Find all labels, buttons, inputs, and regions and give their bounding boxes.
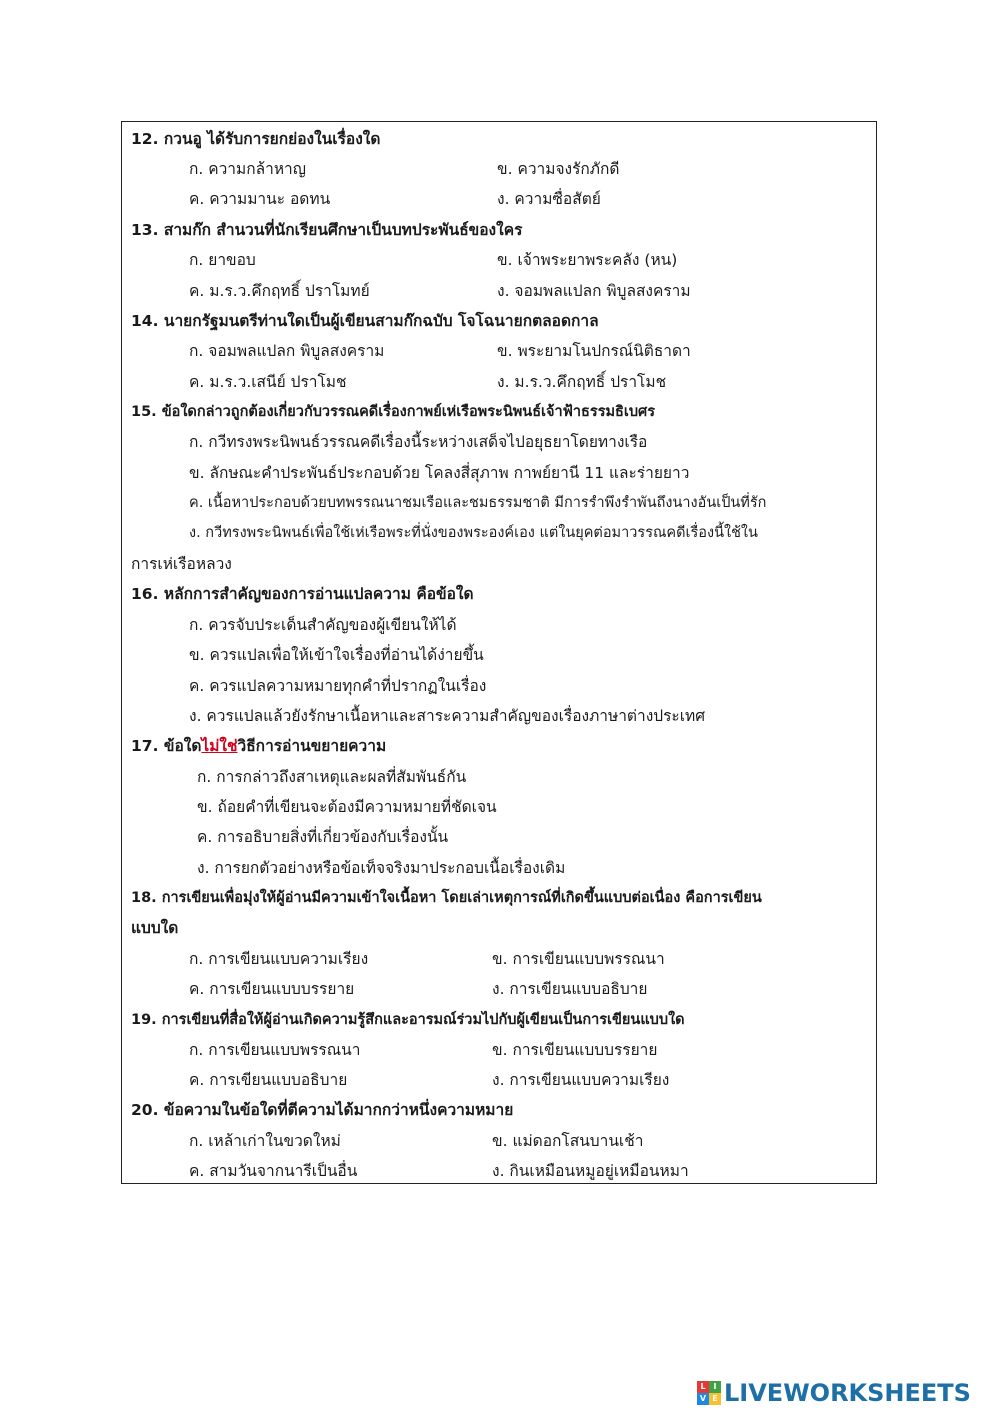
question-20-choice-b[interactable]: ข. แม่ดอกโสนบานเช้า bbox=[492, 1132, 644, 1150]
logo-letter-e: E bbox=[709, 1393, 721, 1405]
question-19-title: 19. การเขียนที่สื่อให้ผู้อ่านเกิดความรู้สึกและอารมณ์ร่วมไปกับผู้เขียนเป็นการเขียนแบบใด bbox=[131, 1012, 685, 1028]
question-15-choice-c[interactable]: ค. เนื้อหาประกอบด้วยบทพรรณนาชมเรือและชมธรรมชาติ มีการรำพึงรำพันถึงนางอันเป็นที่รัก bbox=[189, 495, 767, 511]
question-12-choice-b[interactable]: ข. ความจงรักภักดี bbox=[497, 160, 620, 178]
question-20-choice-a[interactable]: ก. เหล้าเก่าในขวดใหม่ bbox=[189, 1132, 341, 1150]
logo-letter-l: L bbox=[697, 1381, 709, 1393]
logo-letter-i: I bbox=[709, 1381, 721, 1393]
liveworksheets-logo-text: LIVEWORKSHEETS bbox=[724, 1379, 971, 1407]
question-15-choice-a[interactable]: ก. กวีทรงพระนิพนธ์วรรณคดีเรื่องนี้ระหว่างเสด็จไปอยุธยาโดยทางเรือ bbox=[189, 433, 648, 451]
question-18-choice-a[interactable]: ก. การเขียนแบบความเรียง bbox=[189, 950, 369, 968]
question-18-title-continuation: แบบใด bbox=[131, 919, 179, 937]
question-13-choice-a[interactable]: ก. ยาขอบ bbox=[189, 251, 256, 269]
question-18-choice-b[interactable]: ข. การเขียนแบบพรรณนา bbox=[492, 950, 665, 968]
question-16-choice-c[interactable]: ค. ควรแปลความหมายทุกคำที่ปรากฏในเรื่อง bbox=[189, 677, 487, 695]
question-17-title-suffix: วิธีการอ่านขยายความ bbox=[237, 737, 387, 755]
question-17-choice-c[interactable]: ค. การอธิบายสิ่งที่เกี่ยวข้องกับเรื่องนั้น bbox=[197, 828, 449, 846]
question-14-choice-b[interactable]: ข. พระยามโนปกรณ์นิติธาดา bbox=[497, 342, 691, 360]
logo-letter-v: V bbox=[697, 1393, 709, 1405]
question-19-choice-b[interactable]: ข. การเขียนแบบบรรยาย bbox=[492, 1041, 658, 1059]
question-19-choice-c[interactable]: ค. การเขียนแบบอธิบาย bbox=[189, 1071, 348, 1089]
question-20-choice-c[interactable]: ค. สามวันจากนารีเป็นอื่น bbox=[189, 1162, 358, 1180]
question-13-choice-c[interactable]: ค. ม.ร.ว.คึกฤทธิ์ ปราโมทย์ bbox=[189, 282, 370, 300]
question-12-choice-d[interactable]: ง. ความซื่อสัตย์ bbox=[497, 190, 601, 208]
liveworksheets-logo-icon bbox=[697, 1381, 721, 1405]
question-16-choice-a[interactable]: ก. ควรจับประเด็นสำคัญของผู้เขียนให้ได้ bbox=[189, 616, 457, 634]
question-17-negation: ไม่ใช่ bbox=[201, 737, 238, 755]
question-17-choice-d[interactable]: ง. การยกตัวอย่างหรือข้อเท็จจริงมาประกอบเนื้อเรื่องเดิม bbox=[197, 859, 566, 877]
question-20-choice-d[interactable]: ง. กินเหมือนหมูอยู่เหมือนหมา bbox=[492, 1162, 689, 1180]
question-15-title: 15. ข้อใดกล่าวถูกต้องเกี่ยวกับวรรณคดีเรื่องกาพย์เห่เรือพระนิพนธ์เจ้าฟ้าธรรมธิเบศร bbox=[131, 404, 656, 420]
question-14-title: 14. นายกรัฐมนตรีท่านใดเป็นผู้เขียนสามก๊กฉบับ โจโฉนายกตลอดกาล bbox=[131, 312, 599, 330]
question-12-choice-a[interactable]: ก. ความกล้าหาญ bbox=[189, 160, 306, 178]
question-16-choice-d[interactable]: ง. ควรแปลแล้วยังรักษาเนื้อหาและสาระความสำคัญของเรื่องภาษาต่างประเทศ bbox=[189, 707, 706, 725]
question-16-title: 16. หลักการสำคัญของการอ่านแปลความ คือข้อใด bbox=[131, 585, 474, 603]
question-17-choice-a[interactable]: ก. การกล่าวถึงสาเหตุและผลที่สัมพันธ์กัน bbox=[197, 768, 467, 786]
question-17-choice-b[interactable]: ข. ถ้อยคำที่เขียนจะต้องมีความหมายที่ชัดเจน bbox=[197, 798, 497, 816]
liveworksheets-logo[interactable] bbox=[697, 1378, 971, 1408]
question-14-choice-d[interactable]: ง. ม.ร.ว.คึกฤทธิ์ ปราโมช bbox=[497, 373, 667, 391]
question-16-choice-b[interactable]: ข. ควรแปลเพื่อให้เข้าใจเรื่องที่อ่านได้ง่ายขึ้น bbox=[189, 646, 484, 664]
question-14-choice-c[interactable]: ค. ม.ร.ว.เสนีย์ ปราโมช bbox=[189, 373, 347, 391]
question-13-title: 13. สามก๊ก สำนวนที่นักเรียนศึกษาเป็นบทประพันธ์ของใคร bbox=[131, 221, 523, 239]
question-18-title: 18. การเขียนเพื่อมุ่งให้ผู้อ่านมีความเข้าใจเนื้อหา โดยเล่าเหตุการณ์ที่เกิดขึ้นแบบต่อเนื่อง คือการเขียน bbox=[131, 890, 762, 906]
question-18-choice-d[interactable]: ง. การเขียนแบบอธิบาย bbox=[492, 980, 648, 998]
question-18-choice-c[interactable]: ค. การเขียนแบบบรรยาย bbox=[189, 980, 355, 998]
question-13-choice-d[interactable]: ง. จอมพลแปลก พิบูลสงคราม bbox=[497, 282, 691, 300]
question-20-title: 20. ข้อความในข้อใดที่ตีความได้มากกว่าหนึ่งความหมาย bbox=[131, 1101, 514, 1119]
question-15-choice-d-continuation: การเห่เรือหลวง bbox=[131, 555, 232, 573]
question-17-title-prefix: 17. ข้อใด bbox=[131, 737, 202, 755]
question-15-choice-b[interactable]: ข. ลักษณะคำประพันธ์ประกอบด้วย โคลงสี่สุภาพ กาพย์ยานี 11 และร่ายยาว bbox=[189, 464, 690, 482]
question-14-choice-a[interactable]: ก. จอมพลแปลก พิบูลสงคราม bbox=[189, 342, 385, 360]
question-19-choice-a[interactable]: ก. การเขียนแบบพรรณนา bbox=[189, 1041, 361, 1059]
question-19-choice-d[interactable]: ง. การเขียนแบบความเรียง bbox=[492, 1071, 670, 1089]
question-12-title: 12. กวนอู ได้รับการยกย่องในเรื่องใด bbox=[131, 130, 381, 148]
question-13-choice-b[interactable]: ข. เจ้าพระยาพระคลัง (หน) bbox=[497, 251, 678, 269]
question-12-choice-c[interactable]: ค. ความมานะ อดทน bbox=[189, 190, 331, 208]
question-17-title bbox=[131, 735, 386, 757]
question-15-choice-d[interactable]: ง. กวีทรงพระนิพนธ์เพื่อใช้เห่เรือพระที่นั่งของพระองค์เอง แต่ในยุคต่อมาวรรณคดีเรื่องนี้ใช้ใน bbox=[189, 525, 758, 541]
